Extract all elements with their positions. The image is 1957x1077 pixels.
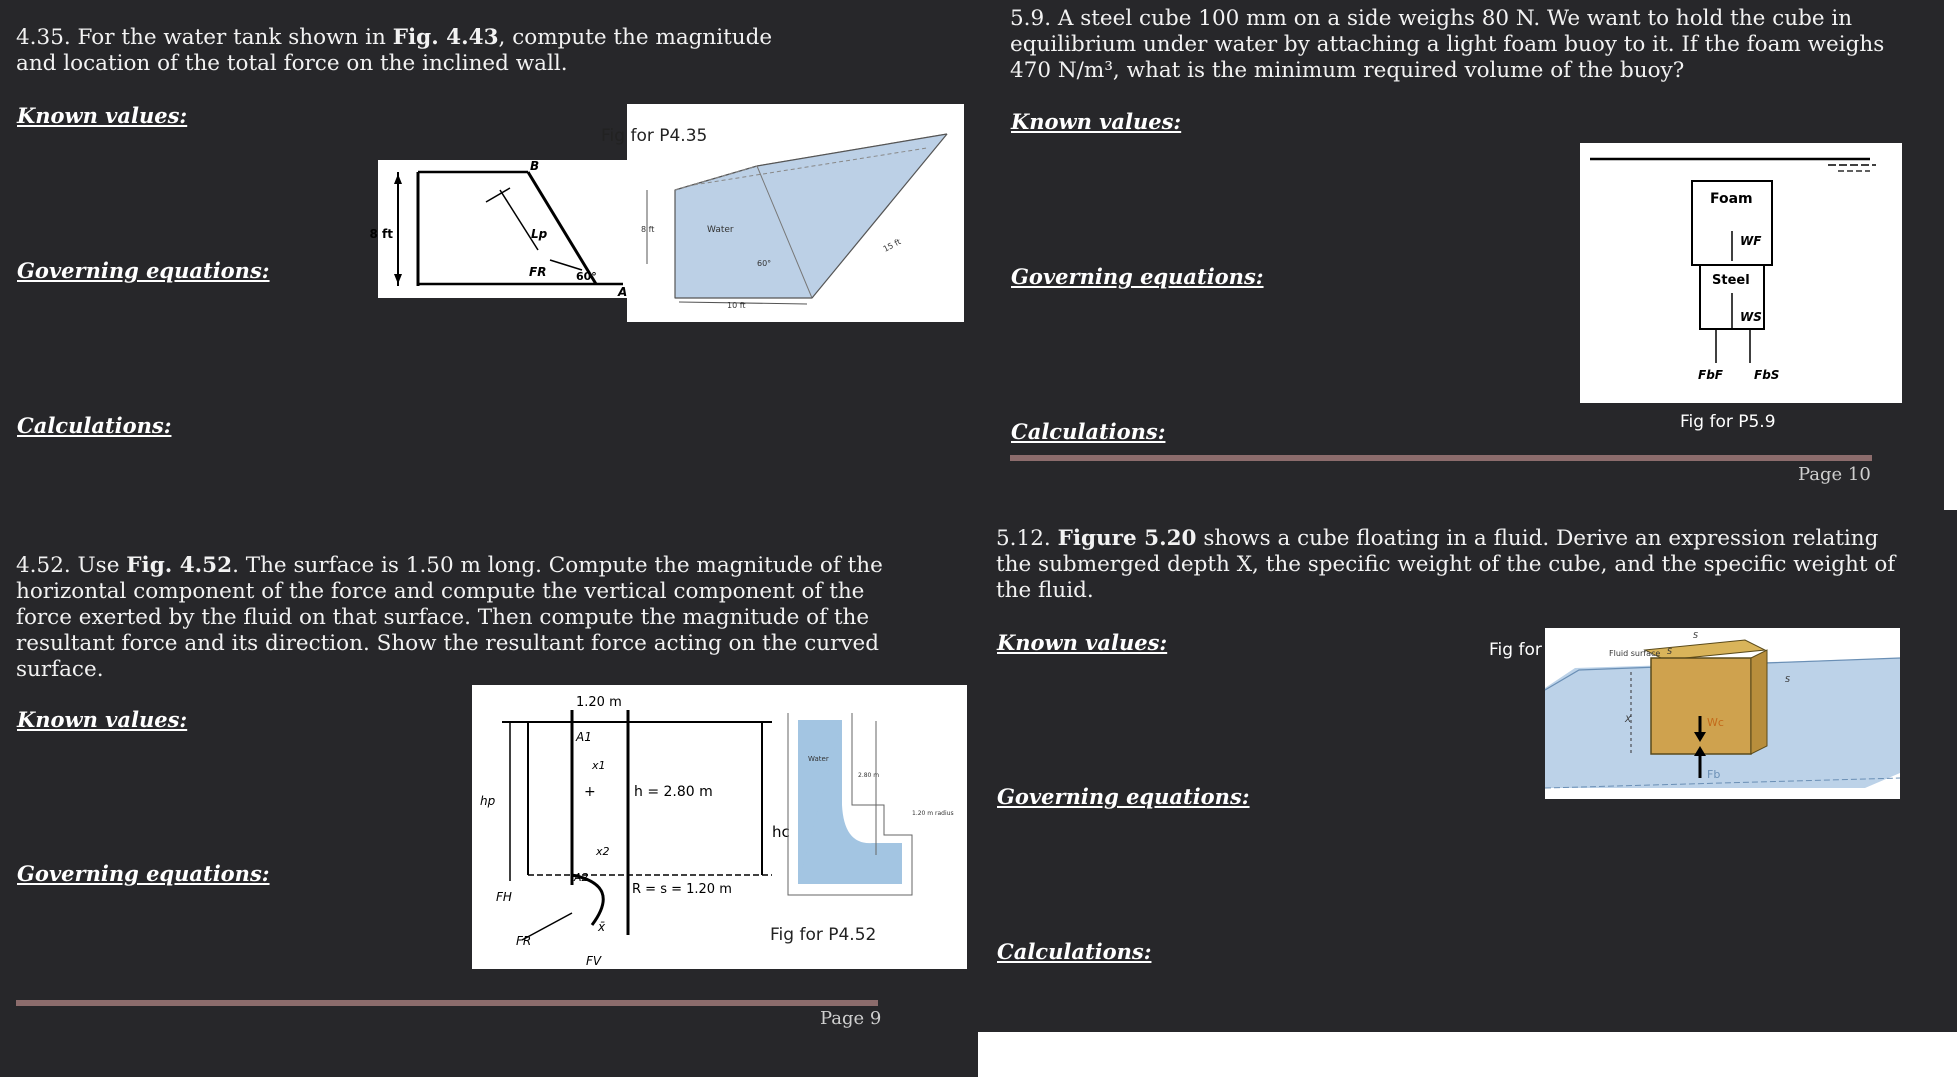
problem-4-35-statement: 4.35. For the water tank shown in Fig. 4.43, compute the magnitude and location of the total force on the inclined wall. xyxy=(16,25,773,76)
depth-label: 2.80 m xyxy=(858,772,880,779)
page-9-footer-rule xyxy=(16,1000,878,1006)
page-bottom-edge xyxy=(978,1032,1957,1077)
p452-known-values-heading: Known values: xyxy=(17,707,188,732)
radius-label: R = s = 1.20 m xyxy=(632,882,732,897)
x2-label: x2 xyxy=(596,845,610,858)
fv-label: FV xyxy=(586,954,602,968)
side-s-right: S xyxy=(1785,675,1791,684)
fig-4-52-reference: Fig. 4.52 xyxy=(126,553,233,578)
fig-4-35-tank-3d xyxy=(601,104,964,322)
a1-label: A1 xyxy=(576,730,592,744)
a2-label: A2 xyxy=(574,871,589,884)
angle-60-label: 60° xyxy=(576,270,597,283)
ws-label: WS xyxy=(1740,310,1762,324)
p59-known-values-heading: Known values: xyxy=(1011,109,1182,134)
figure-5-20-reference: Figure 5.20 xyxy=(1057,526,1197,551)
page-10-footer-rule xyxy=(1010,455,1872,461)
point-a-label: A xyxy=(618,285,628,299)
point-b-label: B xyxy=(530,159,540,173)
p512-known-values-heading: Known values: xyxy=(997,630,1168,655)
fig-5-20-floating-cube xyxy=(1545,628,1900,799)
side-s-left: S xyxy=(1667,647,1673,656)
steel-label: Steel xyxy=(1712,273,1750,288)
centroid-plus: + xyxy=(584,784,596,800)
fig-4-52-diagram xyxy=(472,685,967,969)
p512-governing-equations-heading: Governing equations: xyxy=(997,784,1250,809)
length-label: 15 ft xyxy=(881,237,903,254)
side-s-top: S xyxy=(1693,631,1699,640)
page-9-label: Page 9 xyxy=(820,1008,882,1029)
p512-calculations-heading: Calculations: xyxy=(997,939,1152,964)
tank-side-height: 8 ft xyxy=(641,225,655,234)
lp-label: Lp xyxy=(531,227,548,241)
h-label: h = 2.80 m xyxy=(634,784,713,800)
fig-5-9-diagram xyxy=(1580,143,1902,403)
fr-label: FR xyxy=(529,265,547,279)
radius-note: 1.20 m radius xyxy=(912,810,954,817)
hp-label: hp xyxy=(480,794,496,808)
fluid-surface-label: Fluid surface xyxy=(1609,649,1661,658)
angle-label: 60° xyxy=(757,259,772,268)
fig-4-43-sketch xyxy=(369,159,628,299)
p59-calculations-heading: Calculations: xyxy=(1011,419,1166,444)
fbs-label: FbS xyxy=(1754,368,1780,382)
fbf-label: FbF xyxy=(1698,368,1723,382)
fh-label: FH xyxy=(496,890,512,904)
width-1-2-label: 1.20 m xyxy=(576,695,622,710)
fig-4-43-reference: Fig. 4.43 xyxy=(392,25,499,50)
weight-wc-label: Wc xyxy=(1707,716,1724,729)
water-label: Water xyxy=(707,225,734,235)
problem-5-12-statement: 5.12. Figure 5.20 shows a cube floating in a fluid. Derive an expression relating the submerged depth X, the specific weight of the cube, and the specific weight of the fluid. xyxy=(996,526,1896,603)
p435-known-values-heading: Known values: xyxy=(17,103,188,128)
water-text: Water xyxy=(808,755,829,763)
foam-label: Foam xyxy=(1710,191,1753,207)
wf-label: WF xyxy=(1740,234,1762,248)
p435-governing-equations-heading: Governing equations: xyxy=(17,258,270,283)
p435-calculations-heading: Calculations: xyxy=(17,413,172,438)
fig-p5-9-caption: Fig for P5.9 xyxy=(1680,412,1776,432)
fig-p4-52-caption: Fig for P4.52 xyxy=(770,925,877,945)
fr-force-label: FR xyxy=(516,934,532,948)
x1-label: x1 xyxy=(592,759,606,772)
xbar-label: x̄ xyxy=(598,920,606,934)
problem-5-9-statement: 5.9. A steel cube 100 mm on a side weighs 80 N. We want to hold the cube in equilibrium under water by attaching a light foam buoy to it. If the foam weighs 470 N/m³, what is the minimum required volume of the buoy? xyxy=(1010,6,1885,83)
p452-governing-equations-heading: Governing equations: xyxy=(17,861,270,886)
fig-p5-12-caption: Fig for xyxy=(1489,640,1585,660)
p59-governing-equations-heading: Governing equations: xyxy=(1011,264,1264,289)
problem-4-52-statement: 4.52. Use Fig. 4.52. The surface is 1.50 m long. Compute the magnitude of the horizontal component of the force and compute the vertical component of the force exerted by the fluid on that surface. Then compute the magnitude of the resultant force and its direction. Show the resultant force acting on the curved surface. xyxy=(16,553,883,682)
depth-x-label: X xyxy=(1625,715,1632,725)
buoyancy-fb-label: Fb xyxy=(1707,768,1721,781)
hc-label: hc xyxy=(772,823,790,841)
page-edge-right xyxy=(1944,0,1957,510)
fig-p4-35-caption: Fig for P4.35 xyxy=(601,126,708,146)
page-10-label: Page 10 xyxy=(1798,464,1871,485)
width-label: 10 ft xyxy=(727,301,746,310)
tank-height-label: 8 ft xyxy=(369,227,393,241)
